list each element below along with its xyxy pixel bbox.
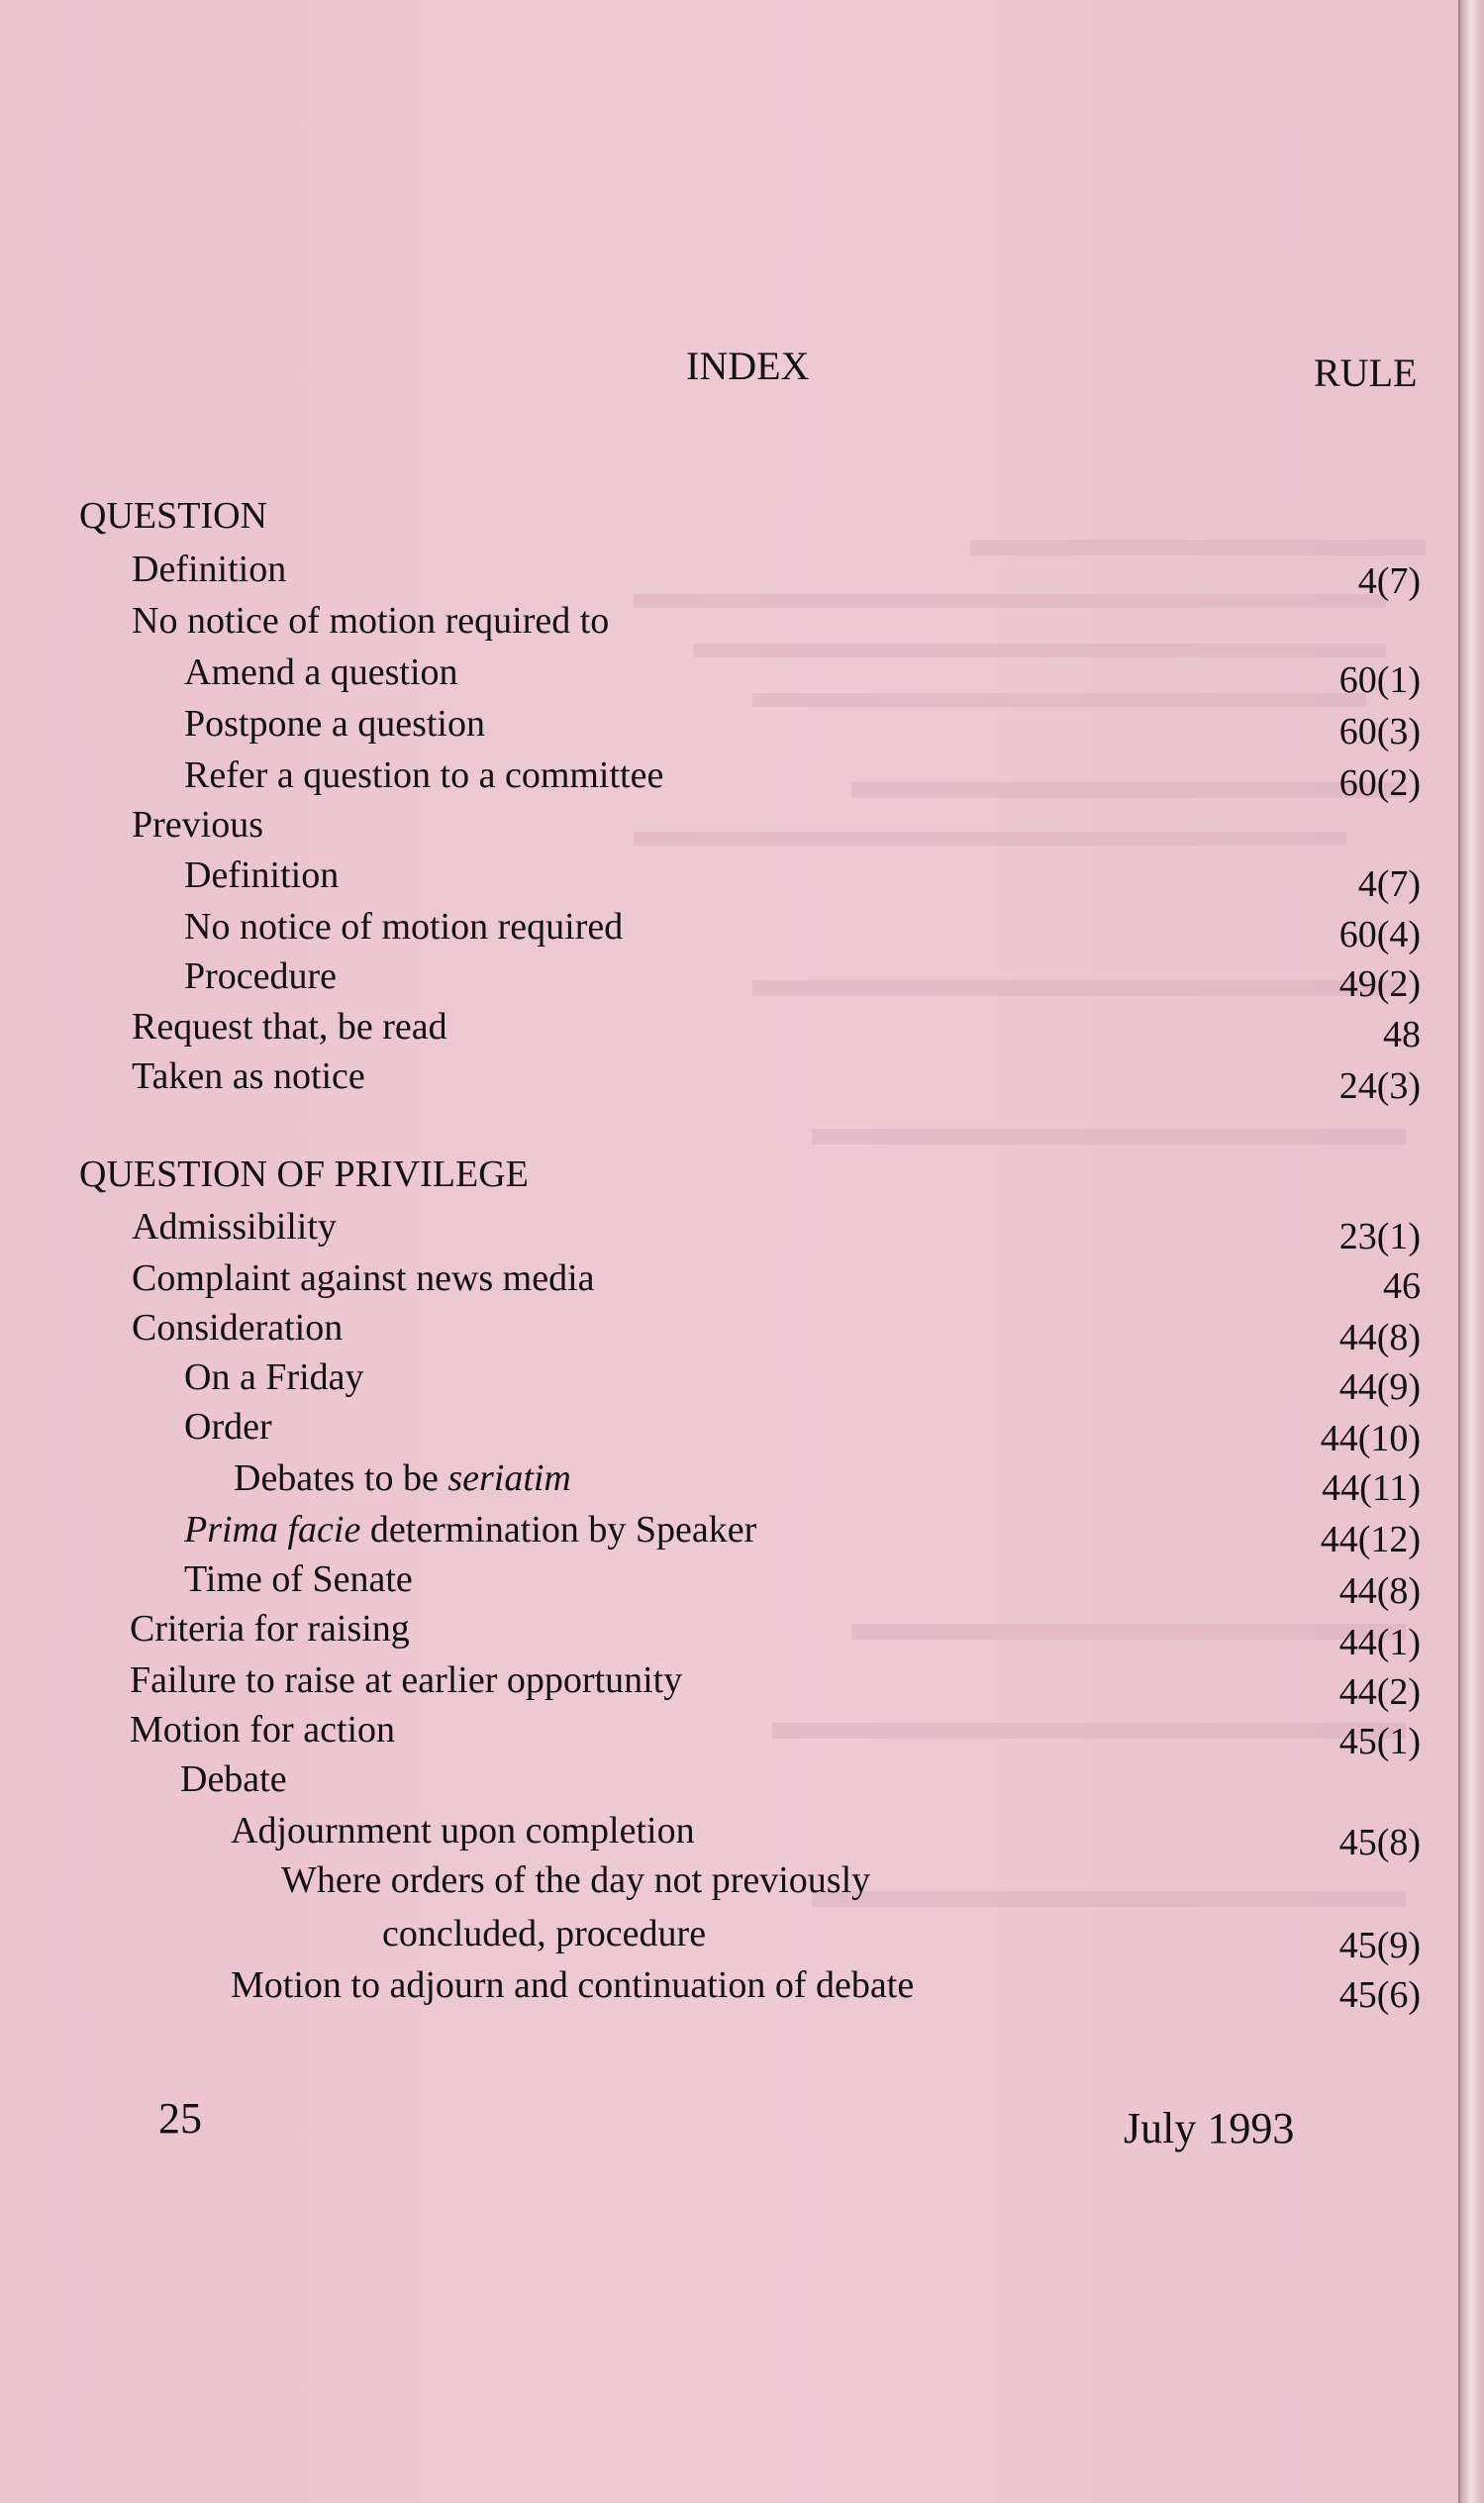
- entry-italic-term: Prima facie: [184, 1509, 361, 1551]
- entry-heading-question-of-privilege: QUESTION OF PRIVILEGE: [79, 1153, 529, 1195]
- index-title: INDEX: [686, 344, 810, 388]
- entry-text: Definition: [184, 854, 340, 896]
- entry-text: Request that, be read: [132, 1006, 447, 1048]
- entry-text: Motion for action: [130, 1709, 396, 1751]
- entry-rule-ref: 46: [1383, 1265, 1421, 1307]
- entry-rule-ref: 44(8): [1338, 1317, 1421, 1358]
- entry-text: Previous: [132, 804, 263, 846]
- entry-text: Order: [184, 1406, 272, 1448]
- entry-italic-term: seriatim: [447, 1457, 571, 1499]
- entry-rule-ref: 60(1): [1338, 659, 1421, 701]
- entry-text-part: determination by Speaker: [360, 1509, 757, 1551]
- entry-text: Time of Senate: [184, 1558, 413, 1600]
- entry-rule-ref: 44(1): [1338, 1622, 1421, 1663]
- entry-rule-ref: 45(9): [1338, 1925, 1421, 1966]
- entry-text: Adjournment upon completion: [231, 1810, 695, 1852]
- entry-text: Amend a question: [184, 651, 458, 693]
- entry-text: Consideration: [132, 1307, 344, 1349]
- entry-text: [234, 1459, 571, 1497]
- entry-text: Failure to raise at earlier opportunity: [130, 1659, 683, 1701]
- entry-rule-ref: 45(1): [1338, 1721, 1421, 1762]
- entry-rule-ref: 48: [1383, 1014, 1421, 1055]
- page-edge: [1458, 0, 1484, 2503]
- entry-rule-ref: 44(12): [1320, 1519, 1421, 1560]
- entry-text: Definition: [132, 549, 287, 590]
- entry-rule-ref: 49(2): [1338, 963, 1421, 1005]
- entry-rule-ref: 45(8): [1338, 1822, 1421, 1863]
- entry-text: Procedure: [184, 955, 338, 997]
- entry-rule-ref: 44(9): [1338, 1366, 1421, 1408]
- entry-rule-ref: 4(7): [1357, 863, 1421, 905]
- entry-heading-question: QUESTION: [79, 495, 267, 537]
- entry-rule-ref: 24(3): [1338, 1065, 1421, 1107]
- entry-rule-ref: 44(2): [1338, 1671, 1421, 1713]
- entry-text-part: Debates to be: [234, 1457, 448, 1499]
- entry-rule-ref: 44(11): [1322, 1467, 1421, 1509]
- entry-text: Postpone a question: [184, 703, 485, 745]
- entry-text: Taken as notice: [132, 1055, 365, 1097]
- entry-text: Admissibility: [132, 1206, 337, 1248]
- page-number: 25: [158, 2094, 202, 2143]
- entry-text: Where orders of the day not previously: [281, 1859, 871, 1901]
- footer-date: July 1993: [1124, 2104, 1295, 2153]
- entry-text: concluded, procedure: [382, 1913, 707, 1954]
- entry-rule-ref: 60(3): [1338, 711, 1421, 752]
- entry-text: Complaint against news media: [132, 1257, 595, 1299]
- entry-text: Refer a question to a committee: [184, 754, 664, 796]
- entry-rule-ref: 45(6): [1338, 1974, 1421, 2016]
- entry-rule-ref: 23(1): [1338, 1216, 1421, 1257]
- entry-rule-ref: 60(4): [1338, 914, 1421, 955]
- entry-text: No notice of motion required: [184, 906, 624, 948]
- entry-text: Motion to adjourn and continuation of debate: [231, 1964, 915, 2006]
- entry-text: On a Friday: [184, 1356, 364, 1398]
- entry-text: Criteria for raising: [130, 1608, 410, 1650]
- entry-rule-ref: 44(10): [1320, 1418, 1421, 1459]
- entry-rule-ref: 60(2): [1338, 762, 1421, 804]
- entry-text: [184, 1511, 756, 1549]
- entry-text: No notice of motion required to: [132, 600, 610, 642]
- entry-rule-ref: 44(8): [1338, 1570, 1421, 1612]
- entry-rule-ref: 4(7): [1357, 560, 1421, 602]
- rule-column-header: RULE: [1314, 350, 1418, 395]
- entry-text: Debate: [180, 1758, 287, 1800]
